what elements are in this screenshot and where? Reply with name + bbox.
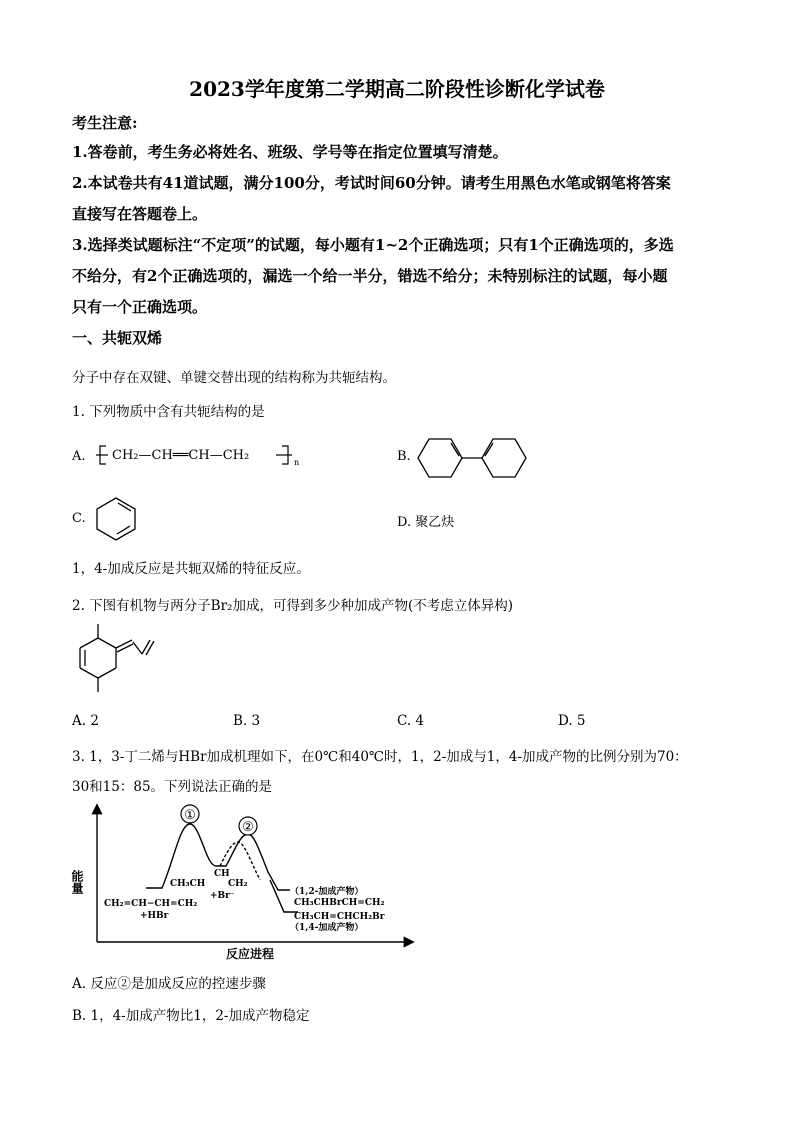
- polymer-subscript: n: [294, 458, 300, 467]
- section-note: 1，4-加成反应是共轭双烯的特征反应。: [72, 561, 310, 577]
- notice-item: 不给分，有2个正确选项的，漏选一个给一半分，错选不给分；未特别标注的试题，每小题: [72, 267, 668, 285]
- product-14-label: （1,4-加成产物）: [290, 923, 364, 933]
- q3-option-b: B. 1，4-加成产物比1，2-加成产物稳定: [72, 1008, 310, 1024]
- x-axis-label: 反应进程: [225, 947, 275, 961]
- section-intro: 分子中存在双键、单键交替出现的结构称为共轭结构。: [72, 370, 396, 386]
- option-d: D. 聚乙炔: [397, 515, 455, 530]
- section-heading: 一、共轭双烯: [72, 329, 163, 347]
- q2-option-d: D. 5: [558, 713, 586, 729]
- cyclohexadiene-structure: [92, 496, 140, 542]
- notice-item: 2.本试卷共有41道试题，满分100分，考试时间60分钟。请考生用黑色水笔或钢笔将答案: [72, 174, 671, 192]
- q3-option-a: A. 反应②是加成反应的控速步骤: [72, 976, 266, 992]
- intermediate-right: CH₂: [228, 879, 248, 889]
- notice-item: 1.答卷前，考生务必将姓名、班级、学号等在指定位置填写清楚。: [72, 143, 508, 161]
- notice-item: 3.选择类试题标注“不定项”的试题，每小题有1~2个正确选项；只有1个正确选项的，多选: [72, 236, 674, 254]
- q2-option-a: A. 2: [72, 713, 99, 729]
- y-axis-label: 能量: [70, 870, 84, 894]
- product-14-formula: CH₃CH=CHCH₂Br: [294, 912, 385, 922]
- question-3-stem-line1: 3. 1，3-丁二烯与HBr加成机理如下，在0℃和40℃时，1，2-加成与1，4-加成产物的比例分别为70：: [72, 749, 688, 765]
- peak-1-label: ①: [184, 808, 196, 823]
- energy-profile-diagram: [70, 800, 420, 970]
- question-1-stem: 1. 下列物质中含有共轭结构的是: [72, 404, 265, 420]
- peak-2-label: ②: [242, 820, 254, 835]
- notice-heading: 考生注意:: [72, 114, 138, 132]
- question-2-stem: 2. 下图有机物与两分子Br₂加成，可得到多少种加成产物(不考虑立体异构): [72, 598, 513, 614]
- intermediate-top: CH: [214, 869, 230, 879]
- triene-structure: [72, 622, 162, 700]
- option-b-label: B.: [397, 449, 411, 464]
- product-12-label: （1,2-加成产物）: [290, 887, 364, 897]
- option-a-label: A.: [72, 449, 86, 464]
- reactant-hbr: +HBr: [140, 911, 169, 921]
- intermediate-mid: CH₃CH: [170, 879, 206, 889]
- notice-item: 直接写在答题卷上。: [72, 205, 208, 223]
- intermediate-bromide: +Br⁻: [210, 891, 235, 901]
- notice-item: 只有一个正确选项。: [72, 298, 208, 316]
- bicyclohexenyl-structure: [416, 434, 528, 482]
- page-title: 2023学年度第二学期高二阶段性诊断化学试卷: [189, 77, 605, 101]
- polymer-bracket-left: [96, 444, 108, 466]
- q2-option-c: C. 4: [397, 713, 425, 729]
- q2-option-b: B. 3: [233, 713, 261, 729]
- product-12-formula: CH₃CHBrCH=CH₂: [294, 898, 385, 908]
- option-a-formula: CH₂—CH══CH—CH₂: [112, 448, 250, 463]
- energy-curve: [146, 824, 290, 890]
- polymer-bracket-right: [276, 444, 292, 466]
- reactant-label: CH₂=CH−CH=CH₂: [104, 899, 198, 909]
- option-c-label: C.: [72, 511, 86, 526]
- question-3-stem-line2: 30和15：85。下列说法正确的是: [72, 779, 273, 795]
